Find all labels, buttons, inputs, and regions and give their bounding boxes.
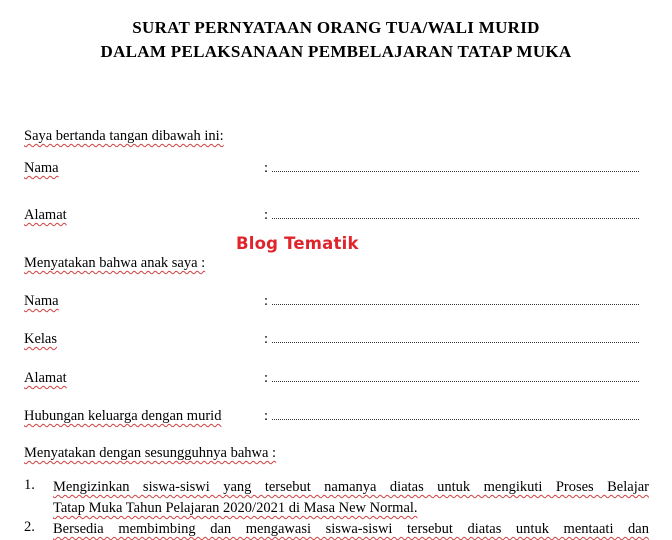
child-name-label: Nama — [24, 293, 59, 309]
blog-watermark: Blog Tematik — [236, 234, 359, 253]
parent-address-label: Alamat — [24, 207, 67, 223]
item-1-number: 1. — [24, 477, 35, 493]
relationship-blank[interactable] — [272, 405, 639, 420]
document-title-line-2: DALAM PELAKSANAAN PEMBELAJARAN TATAP MUKA — [100, 42, 572, 61]
item-2-number: 2. — [24, 519, 35, 535]
item-2-line-1: Bersedia membimbing dan mengawasi siswa-siswi tersebut diatas untuk mentaati dan — [53, 521, 649, 537]
child-name-blank[interactable] — [272, 290, 639, 305]
parent-address-colon: : — [264, 207, 269, 223]
item-1-line-2: Tatap Muka Tahun Pelajaran 2020/2021 di Masa New Normal. — [53, 500, 418, 516]
child-address-colon: : — [264, 370, 269, 386]
child-class-label: Kelas — [24, 331, 58, 347]
child-name-colon: : — [264, 293, 269, 309]
relationship-colon: : — [264, 408, 269, 424]
parent-name-colon: : — [264, 160, 269, 176]
parent-name-blank[interactable] — [272, 157, 639, 172]
intro-text: Saya bertanda tangan dibawah ini: — [24, 128, 224, 144]
statement-intro-text: Menyatakan dengan sesungguhnya bahwa : — [24, 445, 277, 461]
child-intro-text: Menyatakan bahwa anak saya : — [24, 255, 206, 271]
item-1-line-1: Mengizinkan siswa-siswi yang tersebut namanya diatas untuk mengikuti Proses Belajar — [53, 479, 649, 495]
child-class-blank[interactable] — [272, 328, 639, 343]
child-address-blank[interactable] — [272, 367, 639, 382]
parent-address-blank[interactable] — [272, 204, 639, 219]
child-class-colon: : — [264, 331, 269, 347]
parent-name-label: Nama — [24, 160, 59, 176]
document-title-line-1: SURAT PERNYATAAN ORANG TUA/WALI MURID — [132, 18, 540, 37]
child-address-label: Alamat — [24, 370, 67, 386]
relationship-label: Hubungan keluarga dengan murid — [24, 408, 222, 424]
